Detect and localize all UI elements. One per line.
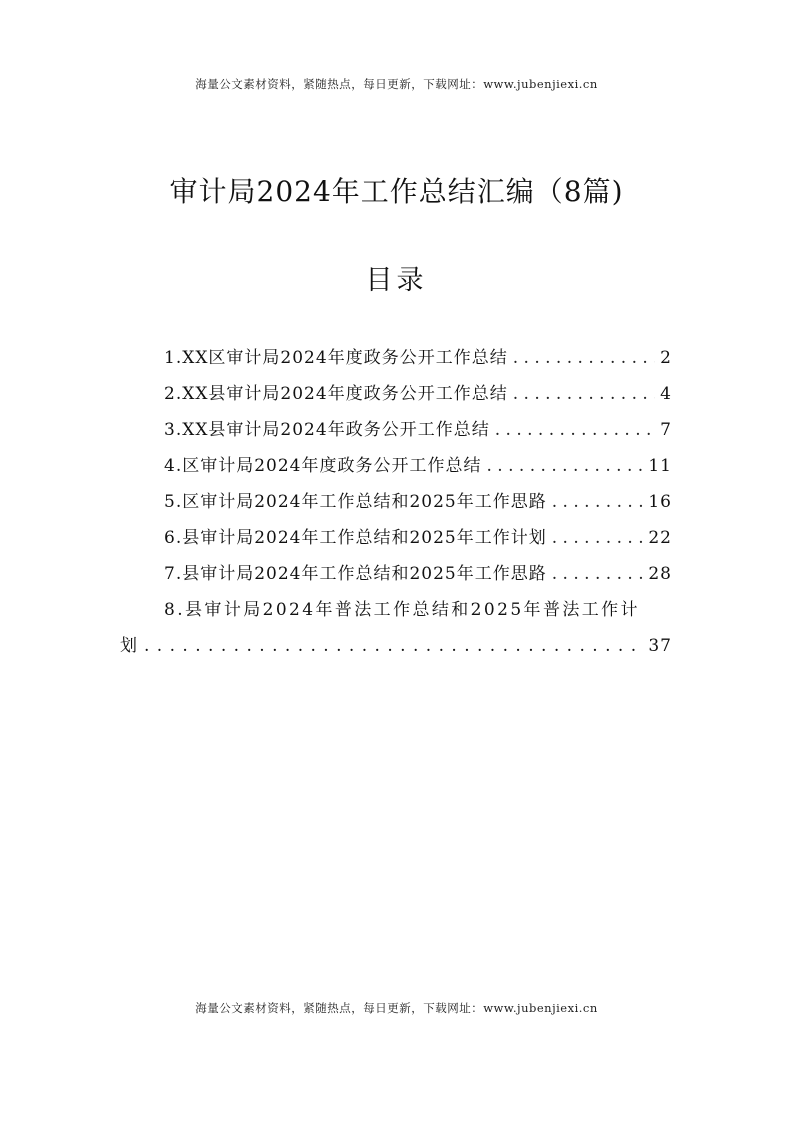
toc-entry-6[interactable] <box>120 523 672 559</box>
toc-leader-dots <box>513 348 655 368</box>
toc-entry-7[interactable] <box>120 559 672 595</box>
toc-page-number: 4 <box>660 384 672 404</box>
toc-entry-8[interactable] <box>120 595 672 667</box>
toc-leader-dots <box>495 420 655 440</box>
toc-page-number: 37 <box>648 636 672 656</box>
toc-entry-5[interactable] <box>120 487 672 523</box>
page-footer: 海量公文素材资料，紧随热点，每日更新，下载网址：www.jubenjiexi.cn <box>195 1001 598 1015</box>
toc-page-number: 2 <box>660 348 672 368</box>
toc-entry-label: 6.县审计局2024年工作总结和2025年工作计划 <box>164 528 547 548</box>
toc-entry-label: 2.XX县审计局2024年度政务公开工作总结 <box>164 384 508 404</box>
toc-entry-label: 7.县审计局2024年工作总结和2025年工作思路 <box>164 564 547 584</box>
toc-leader-dots <box>552 564 644 584</box>
toc-entry-3[interactable] <box>120 415 672 451</box>
toc-leader-dots <box>486 456 643 476</box>
toc-page-number: 22 <box>648 528 672 548</box>
toc-page-number: 11 <box>648 456 672 476</box>
toc-leader-dots <box>552 528 644 548</box>
toc-page-number: 7 <box>660 420 672 440</box>
toc-entry-4[interactable] <box>120 451 672 487</box>
toc-entry-label: 4.区审计局2024年度政务公开工作总结 <box>164 456 482 476</box>
document-title: 审计局2024年工作总结汇编（8篇) <box>169 175 624 208</box>
toc-page-number: 28 <box>648 564 672 584</box>
toc-entry-label: 3.XX县审计局2024年政务公开工作总结 <box>164 420 490 440</box>
toc-entry-label: 1.XX区审计局2024年度政务公开工作总结 <box>164 348 508 368</box>
toc-entry-1[interactable] <box>120 343 672 379</box>
toc-entry-label: 5.区审计局2024年工作总结和2025年工作思路 <box>164 492 547 512</box>
toc-leader-dots <box>144 636 640 656</box>
toc-heading: 目录 <box>365 265 428 296</box>
toc-entry-continuation <box>120 631 672 667</box>
toc-entry-label: 8.县审计局2024年普法工作总结和2025年普法工作计 <box>164 600 640 620</box>
toc-leader-dots <box>513 384 655 404</box>
table-of-contents <box>120 343 672 667</box>
toc-page-number: 16 <box>648 492 672 512</box>
page-header: 海量公文素材资料，紧随热点，每日更新，下载网址：www.jubenjiexi.cn <box>195 77 598 91</box>
toc-leader-dots <box>552 492 644 512</box>
toc-entry-2[interactable] <box>120 379 672 415</box>
toc-entry-label-continued: 划 <box>120 636 138 656</box>
